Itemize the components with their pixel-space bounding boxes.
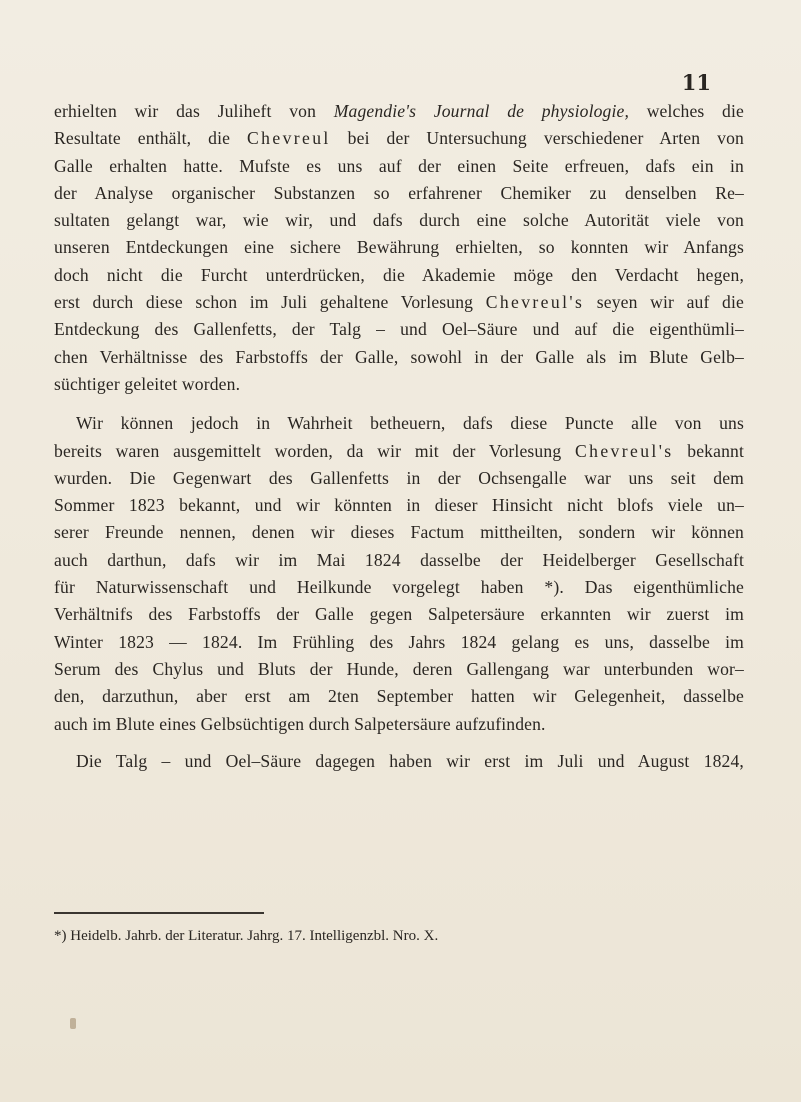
text-line xyxy=(54,153,744,180)
text-line xyxy=(54,711,744,738)
text-line xyxy=(54,207,744,234)
text-run: Galle erhalten hatte. Mufste es uns auf der einen Seite erfreuen, dafs ein in xyxy=(54,155,744,176)
text-line xyxy=(54,344,744,371)
text-run: süchtiger geleitet worden. xyxy=(54,373,241,394)
text-run: unseren Entdeckungen eine sichere Bewährung erhielten, so konnten wir Anfangs xyxy=(54,237,744,258)
paper-stain-mark xyxy=(70,1018,76,1029)
text-line xyxy=(54,180,744,207)
text-line xyxy=(54,629,744,656)
spaced-name: Chevreul xyxy=(247,128,331,149)
text-run: doch nicht die Furcht unterdrücken, die Akademie möge den Verdacht hegen, xyxy=(54,264,744,285)
text-run: Verhältnifs des Farbstoffs der Galle gegen Salpetersäure erkannten wir zuerst im xyxy=(54,604,744,625)
text-run: der Analyse organischer Substanzen so erfahrener Chemiker zu denselben Re– xyxy=(54,182,744,203)
text-run: sultaten gelangt war, wie wir, und dafs durch eine solche Autorität viele von xyxy=(54,210,744,231)
text-line xyxy=(54,492,744,519)
text-line xyxy=(54,519,744,546)
text-line xyxy=(54,574,744,601)
page-number: 11 xyxy=(681,70,711,95)
text-run: bereits waren ausgemittelt worden, da wir mit der Vorlesung xyxy=(54,440,575,461)
paragraph xyxy=(54,748,744,775)
text-line xyxy=(54,465,744,492)
spaced-name: Chevreul's xyxy=(485,292,585,313)
text-line xyxy=(54,98,744,125)
text-run: für Naturwissenschaft und Heilkunde vorgelegt haben *). Das eigenthümliche xyxy=(54,577,744,598)
text-run: bei der Untersuchung verschiedener Arten von xyxy=(330,128,744,149)
italic-title: Magendie's Journal de physiologie, xyxy=(333,101,630,121)
text-run: Resultate enthält, die xyxy=(54,128,248,149)
text-run: wurden. Die Gegenwart des Gallenfetts in der Ochsengalle war uns seit dem xyxy=(54,467,744,488)
text-run: Wir können jedoch in Wahrheit betheuern, dafs diese Puncte alle von uns xyxy=(76,413,744,434)
text-run: auch im Blute eines Gelbsüchtigen durch Salpetersäure aufzufinden. xyxy=(54,713,546,734)
text-line xyxy=(54,234,744,261)
paragraph-gap xyxy=(54,398,744,410)
text-run: erhielten wir das Juliheft von xyxy=(54,101,334,121)
body-text xyxy=(54,98,744,775)
text-line xyxy=(54,125,744,152)
paragraph xyxy=(54,98,744,398)
text-run: bekannt xyxy=(673,440,744,461)
spaced-name: Chevreul's xyxy=(575,440,674,461)
text-run: Serum des Chylus und Bluts der Hunde, deren Gallengang war unterbunden wor– xyxy=(54,658,744,679)
text-run: auch darthun, dafs wir im Mai 1824 dasselbe der Heidelberger Gesellschaft xyxy=(54,549,744,570)
text-line xyxy=(54,262,744,289)
text-line xyxy=(54,371,744,398)
text-run: Winter 1823 — 1824. Im Frühling des Jahrs 1824 gelang es uns, dasselbe im xyxy=(54,631,744,652)
text-line xyxy=(54,748,744,775)
text-run: serer Freunde nennen, denen wir dieses Factum mittheilten, sondern wir können xyxy=(54,522,744,543)
text-line xyxy=(54,656,744,683)
text-line xyxy=(54,438,744,465)
text-line xyxy=(54,410,744,437)
text-run: den, darzuthun, aber erst am 2ten September hatten wir Gelegenheit, dasselbe xyxy=(54,686,744,707)
text-run: chen Verhältnisse des Farbstoffs der Galle, sowohl in der Galle als im Blute Gelb– xyxy=(54,346,744,367)
paragraph xyxy=(54,410,744,738)
text-run: Die Talg – und Oel–Säure dagegen haben wir erst im Juli und August 1824, xyxy=(76,750,744,771)
text-run: welches die xyxy=(629,101,744,121)
text-run: erst durch diese schon im Juli gehaltene Vorlesung xyxy=(54,292,486,313)
text-run: seyen wir auf die xyxy=(584,292,745,313)
text-line xyxy=(54,316,744,343)
text-line xyxy=(54,601,744,628)
text-line xyxy=(54,683,744,710)
text-run: Entdeckung des Gallenfetts, der Talg – und Oel–Säure und auf die eigenthümli– xyxy=(54,319,744,340)
text-line xyxy=(54,547,744,574)
paragraph-gap xyxy=(54,738,744,748)
text-run: Sommer 1823 bekannt, und wir könnten in dieser Hinsicht nicht blofs viele un– xyxy=(54,495,744,516)
footnote-rule xyxy=(54,912,264,914)
text-line xyxy=(54,289,744,316)
footnote: *) Heidelb. Jahrb. der Literatur. Jahrg. 17. Intelligenzbl. Nro. X. xyxy=(54,928,439,944)
